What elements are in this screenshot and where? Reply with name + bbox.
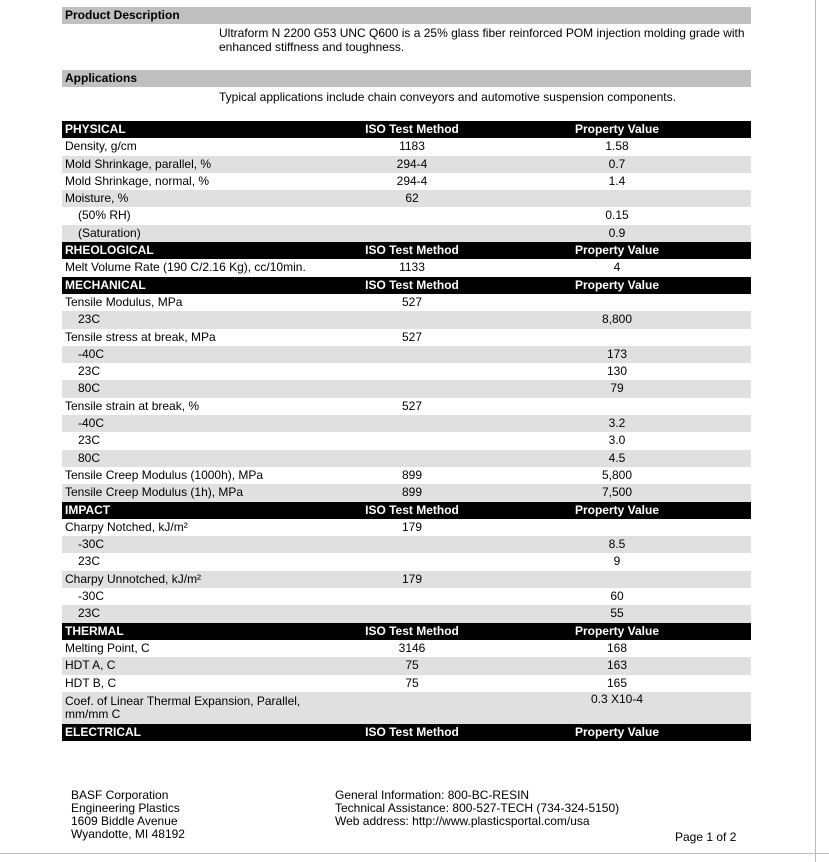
- table-section-header: [62, 623, 751, 640]
- value-column-header: Property Value: [574, 243, 660, 258]
- property-name: Tensile Modulus, MPa: [65, 294, 183, 309]
- property-name: 23C: [78, 433, 101, 448]
- table-section-header: [62, 724, 751, 741]
- method-column-header: ISO Test Method: [365, 243, 459, 258]
- page-number: Page 1 of 2: [675, 830, 737, 844]
- test-method: 1183: [399, 139, 425, 154]
- table-row: [62, 553, 751, 570]
- table-row: [62, 190, 751, 207]
- property-value: 163: [606, 658, 628, 673]
- test-method: 294-4: [396, 156, 428, 171]
- product-description-heading: Product Description: [62, 7, 751, 24]
- table-row: [62, 484, 751, 501]
- property-name: Charpy Notched, kJ/m²: [65, 519, 188, 534]
- property-value: 168: [606, 640, 628, 655]
- property-name: Melt Volume Rate (190 C/2.16 Kg), cc/10min.: [65, 260, 306, 275]
- table-row: [62, 415, 751, 432]
- property-value: 8.5: [608, 537, 626, 552]
- address-line: Engineering Plastics: [71, 801, 180, 815]
- test-method: 294-4: [396, 173, 428, 188]
- property-name: 23C: [78, 554, 101, 569]
- test-method: 62: [405, 191, 419, 206]
- property-name: Tensile strain at break, %: [65, 398, 200, 413]
- table-row: [62, 640, 751, 657]
- property-value: 0.7: [608, 156, 626, 171]
- property-name: 80C: [78, 450, 101, 465]
- address-line: Wyandotte, MI 48192: [71, 827, 185, 841]
- property-value: 3.2: [608, 416, 626, 431]
- section-title: MECHANICAL: [65, 277, 146, 292]
- test-method: 3146: [398, 640, 426, 655]
- section-title: ELECTRICAL: [65, 724, 141, 739]
- property-value: 60: [610, 589, 624, 604]
- table-row: [62, 156, 751, 173]
- table-row: [62, 605, 751, 622]
- value-column-header: Property Value: [574, 502, 660, 517]
- table-row: [62, 259, 751, 276]
- table-row: [62, 363, 751, 380]
- property-value: 1.58: [605, 139, 629, 154]
- property-name: Moisture, %: [65, 191, 129, 206]
- property-value: 9: [613, 554, 621, 569]
- table-row: [62, 588, 751, 605]
- web-address-line[interactable]: Web address: http://www.plasticsportal.com/usa: [335, 814, 590, 828]
- test-method: 527: [401, 398, 423, 413]
- table-row: [62, 138, 751, 155]
- property-name: Tensile stress at break, MPa: [65, 329, 216, 344]
- table-row: [62, 432, 751, 449]
- property-name: -40C: [78, 346, 105, 361]
- property-table: [62, 121, 751, 741]
- section-title: IMPACT: [65, 502, 111, 517]
- table-section-header: [62, 121, 751, 138]
- table-row: [62, 571, 751, 588]
- property-name: Density, g/cm: [65, 139, 137, 154]
- table-row: [62, 311, 751, 328]
- test-method: 527: [401, 294, 423, 309]
- property-value: 130: [606, 364, 628, 379]
- test-method: 75: [405, 675, 419, 690]
- table-section-header: [62, 502, 751, 519]
- table-section-header: [62, 242, 751, 259]
- property-value: 0.15: [605, 208, 629, 223]
- table-section-header: [62, 277, 751, 294]
- table-row: [62, 294, 751, 311]
- property-name: -30C: [78, 537, 105, 552]
- property-value: 0.9: [608, 225, 626, 240]
- table-row: [62, 346, 751, 363]
- property-name: 80C: [78, 381, 101, 396]
- property-name: Charpy Unnotched, kJ/m²: [65, 571, 202, 586]
- table-row: [62, 207, 751, 224]
- section-title: RHEOLOGICAL: [65, 243, 154, 258]
- property-value: 165: [606, 675, 628, 690]
- value-column-header: Property Value: [574, 122, 660, 136]
- property-value: 5,800: [601, 467, 633, 482]
- table-row: [62, 692, 751, 724]
- test-method: 527: [401, 329, 423, 344]
- property-value: 173: [606, 346, 628, 361]
- test-method: 899: [401, 467, 423, 482]
- method-column-header: ISO Test Method: [365, 623, 459, 638]
- property-name: 23C: [78, 606, 101, 621]
- section-title: THERMAL: [65, 623, 124, 638]
- table-row: [62, 380, 751, 397]
- property-name: Coef. of Linear Thermal Expansion, Parallel, mm/mm C: [65, 693, 301, 721]
- method-column-header: ISO Test Method: [365, 122, 459, 136]
- property-name: Mold Shrinkage, parallel, %: [65, 156, 212, 171]
- property-name: Tensile Creep Modulus (1000h), MPa: [65, 467, 264, 482]
- property-name: Mold Shrinkage, normal, %: [65, 173, 210, 188]
- test-method: 899: [401, 485, 423, 500]
- applications-heading: Applications: [62, 70, 751, 87]
- general-info-line: General Information: 800-BC-RESIN: [335, 788, 530, 802]
- property-name: -40C: [78, 416, 105, 431]
- test-method: 1133: [399, 260, 425, 275]
- value-column-header: Property Value: [574, 277, 660, 292]
- applications-text: Typical applications include chain conveyors and automotive suspension components.: [219, 90, 676, 104]
- test-method: 75: [405, 658, 419, 673]
- property-name: Melting Point, C: [65, 640, 150, 655]
- property-name: 23C: [78, 312, 101, 327]
- table-row: [62, 398, 751, 415]
- table-row: [62, 329, 751, 346]
- value-column-header: Property Value: [574, 623, 660, 638]
- property-value: 3.0: [608, 433, 626, 448]
- table-row: [62, 536, 751, 553]
- method-column-header: ISO Test Method: [365, 502, 459, 517]
- property-name: (50% RH): [78, 208, 131, 223]
- property-name: -30C: [78, 589, 105, 604]
- table-row: [62, 657, 751, 674]
- property-name: Tensile Creep Modulus (1h), MPa: [65, 485, 244, 500]
- value-column-header: Property Value: [574, 724, 660, 739]
- table-row: [62, 173, 751, 190]
- table-row: [62, 675, 751, 692]
- company-address: [71, 789, 185, 841]
- section-title: PHYSICAL: [65, 122, 126, 136]
- property-value: 4: [613, 260, 621, 275]
- test-method: 179: [401, 519, 423, 534]
- property-value: 8,800: [601, 312, 633, 327]
- property-name: HDT B, C: [65, 675, 117, 690]
- table-row: [62, 519, 751, 536]
- method-column-header: ISO Test Method: [365, 724, 459, 739]
- property-value: 79: [610, 381, 624, 396]
- contact-info: [335, 789, 619, 828]
- product-description-text: Ultraform N 2200 G53 UNC Q600 is a 25% glass fiber reinforced POM injection molding grade with enhanced stiffness and toughness.: [219, 26, 745, 54]
- page-edge-bottom: [0, 853, 829, 854]
- technical-assistance-line: Technical Assistance: 800-527-TECH (734-324-5150): [335, 801, 620, 815]
- property-value: 0.3 X10-4: [590, 691, 644, 706]
- property-value: 7,500: [601, 485, 633, 500]
- property-name: HDT A, C: [65, 658, 116, 673]
- property-value: 55: [610, 606, 624, 621]
- test-method: 179: [401, 571, 423, 586]
- page-edge-right: [815, 0, 816, 862]
- method-column-header: ISO Test Method: [365, 277, 459, 292]
- address-line: 1609 Biddle Avenue: [71, 814, 178, 828]
- address-line: BASF Corporation: [71, 788, 169, 802]
- table-row: [62, 225, 751, 242]
- property-name: (Saturation): [78, 225, 141, 240]
- table-row: [62, 467, 751, 484]
- property-value: 4.5: [608, 450, 626, 465]
- property-value: 1.4: [608, 173, 626, 188]
- table-row: [62, 450, 751, 467]
- property-name: 23C: [78, 364, 101, 379]
